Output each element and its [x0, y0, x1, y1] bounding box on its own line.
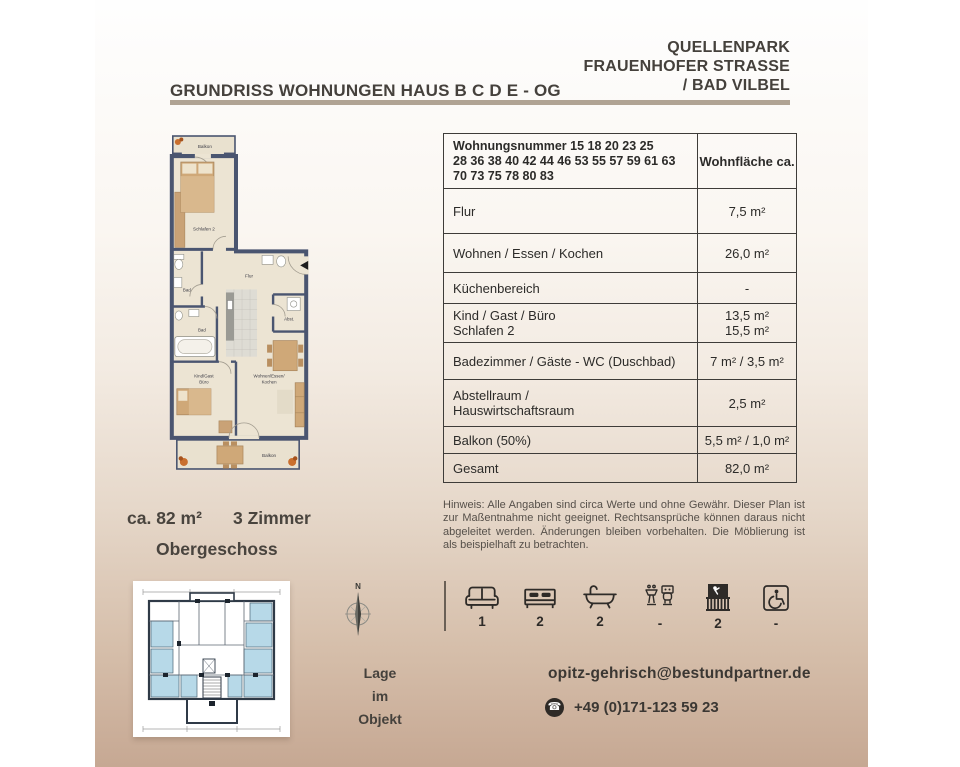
apartment-numbers-line-1: Wohnungsnummer 15 18 20 23 25 — [453, 138, 654, 153]
amenity-count: 1 — [478, 614, 486, 629]
wheelchair-icon — [760, 583, 792, 613]
summary-rooms: 3 Zimmer — [233, 508, 311, 528]
amenity-count: 2 — [596, 614, 604, 629]
row-value: 7 m² / 3,5 m² — [710, 353, 784, 369]
row-label: Hauswirtschaftsraum — [453, 403, 575, 418]
fp-label-bad: Bad — [197, 327, 206, 333]
project-line-2: FRAUENHOFER STRASSE — [583, 58, 790, 75]
fp-label-flur: Flur — [245, 273, 254, 279]
wc-icon — [643, 583, 677, 613]
row-value: 13,5 m² — [724, 308, 770, 323]
balcony-icon — [702, 583, 734, 613]
table-row — [444, 233, 796, 272]
fp-label-kind-1: Kind/Gast — [194, 373, 214, 379]
amenity-bed — [516, 583, 564, 629]
location-line-1: Lage — [363, 665, 397, 681]
row-value: 5,5 m² / 1,0 m² — [704, 432, 790, 448]
contact-phone-row — [545, 698, 719, 717]
fp-label-wohnen-2: Kochen — [261, 379, 277, 385]
floorplan-drawing — [168, 134, 310, 475]
amenity-count: - — [657, 616, 663, 631]
compass-icon — [341, 580, 375, 638]
area-column-header: Wohnfläche ca. — [699, 153, 795, 169]
location-plan-card — [133, 581, 290, 737]
row-label: Küchenbereich — [453, 280, 540, 296]
title-underline — [170, 100, 790, 105]
area-table — [443, 133, 797, 483]
apartment-numbers-line-2: 28 36 38 40 42 44 46 53 55 57 59 61 63 — [453, 153, 676, 168]
row-label: Schlafen 2 — [453, 323, 515, 338]
amenities-divider — [444, 581, 446, 631]
row-value: 2,5 m² — [728, 395, 766, 411]
location-plan-drawing — [133, 581, 290, 737]
table-row — [444, 379, 796, 426]
apartment-numbers-line-3: 70 73 75 78 80 83 — [453, 168, 554, 183]
row-label: Balkon (50%) — [453, 432, 532, 448]
table-header-row — [444, 134, 796, 188]
location-line-3: Objekt — [358, 711, 402, 727]
summary-floor: Obergeschoss — [156, 539, 278, 559]
amenity-count: 2 — [714, 616, 722, 631]
row-value: 15,5 m² — [724, 323, 770, 338]
contact-phone-number: +49 (0)171-123 59 23 — [574, 699, 719, 716]
row-label: Kind / Gast / Büro — [453, 308, 556, 323]
fp-label-bad-wc: Bad — [182, 287, 191, 293]
fp-label-kind-2: Büro — [199, 379, 209, 385]
bathtub-icon — [582, 583, 618, 611]
row-value: - — [744, 280, 750, 296]
disclaimer-note: Hinweis: Alle Angaben sind circa Werte und ohne Gewähr. Dieser Plan ist zur Maßentnahme nicht geeignet. Rechtsansprüche können daraus nicht abgeleitet werden. Änderungen bleiben vorbehalten. Die Möblierung ist als beispielhaft zu betrachten. — [443, 499, 805, 552]
table-row — [444, 272, 796, 303]
project-line-1: QUELLENPARK — [667, 39, 790, 56]
row-label: Gesamt — [453, 460, 499, 476]
row-label: Wohnen / Essen / Kochen — [453, 245, 604, 261]
amenity-wheelchair — [752, 583, 800, 631]
compass-north-label: N — [355, 582, 361, 591]
contact-email: opitz-gehrisch@bestundpartner.de — [548, 665, 811, 682]
location-line-2: im — [371, 688, 389, 704]
row-value: 7,5 m² — [728, 203, 766, 219]
sofa-icon — [464, 583, 500, 611]
table-row — [444, 303, 796, 342]
page-title: GRUNDRISS WOHNUNGEN HAUS B C D E - OG — [170, 81, 561, 100]
row-label: Flur — [453, 203, 476, 219]
fp-label-balkon-bottom: Balkon — [262, 452, 277, 458]
table-row — [444, 188, 796, 233]
fp-label-abst: Abst. — [284, 316, 295, 322]
row-value: 26,0 m² — [724, 245, 770, 261]
amenity-count: 2 — [536, 614, 544, 629]
amenity-wc — [636, 583, 684, 631]
fp-label-schlafen2: Schlafen 2 — [192, 226, 215, 232]
amenity-balcony — [694, 583, 742, 631]
amenity-sofa — [458, 583, 506, 629]
table-row — [444, 453, 796, 482]
fp-label-wohnen-1: Wohnen/Essen/ — [253, 373, 285, 379]
fp-label-balkon-top: Balkon — [197, 144, 212, 150]
row-label: Abstellraum / — [453, 388, 529, 403]
phone-icon: ☎ — [545, 698, 564, 717]
amenity-count: - — [773, 616, 779, 631]
project-line-3: / BAD VILBEL — [682, 77, 790, 94]
table-row — [444, 426, 796, 453]
row-value: 82,0 m² — [724, 460, 770, 476]
summary-area: ca. 82 m² — [127, 508, 202, 528]
row-label: Badezimmer / Gäste - WC (Duschbad) — [453, 353, 676, 369]
amenity-bathtub — [576, 583, 624, 629]
bed-icon — [522, 583, 558, 611]
location-label — [338, 662, 422, 731]
table-row — [444, 342, 796, 379]
